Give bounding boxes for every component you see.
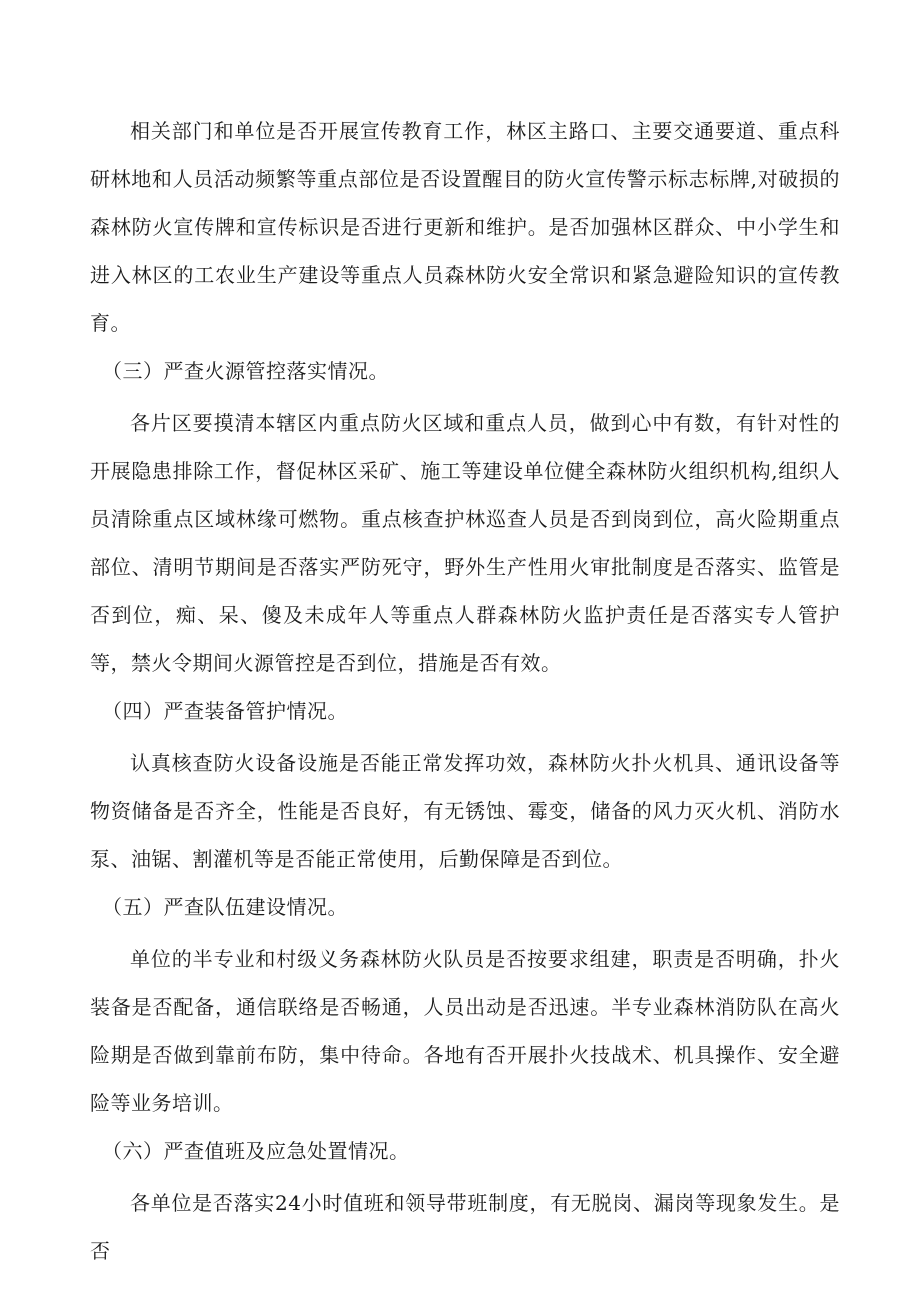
- heading-duty-emergency: （六）严查值班及应急处置情况。: [102, 1139, 410, 1163]
- document-body: [90, 107, 840, 1275]
- heading-team-building: （五）严查队伍建设情况。: [102, 895, 348, 919]
- paragraph-team-building: 单位的半专业和村级义务森林防火队员是否按要求组建，职责是否明确，扑火装备是否配备，通信联络是否畅通，人员出动是否迅速。半专业森林消防队在高火险期是否做到靠前布防，集中待命。各地有否开展扑火技战术、机具操作、安全避险等业务培训。: [90, 947, 840, 1115]
- paragraph-equipment-maintenance: 认真核查防火设备设施是否能正常发挥功效，森林防火扑火机具、通讯设备等物资储备是否齐全，性能是否良好，有无锈蚀、霉变，储备的风力灭火机、消防水泵、油锯、割灌机等是否能正常使用，后勤保障是否到位。: [90, 751, 840, 871]
- paragraph-duty-emergency: 各单位是否落实24小时值班和领导带班制度，有无脱岗、漏岗等现象发生。是否: [90, 1191, 840, 1263]
- heading-equipment-maintenance: （四）严查装备管护情况。: [102, 699, 348, 723]
- paragraph-publicity-education: 相关部门和单位是否开展宣传教育工作，林区主路口、主要交通要道、重点科研林地和人员活动频繁等重点部位是否设置醒目的防火宣传警示标志标牌,对破损的森林防火宣传牌和宣传标识是否进行更新和维护。是否加强林区群众、中小学生和进入林区的工农业生产建设等重点人员森林防火安全常识和紧急避险知识的宣传教育。: [90, 119, 840, 335]
- paragraph-fire-source-control: 各片区要摸清本辖区内重点防火区域和重点人员，做到心中有数，有针对性的开展隐患排除工作，督促林区采矿、施工等建设单位健全森林防火组织机构,组织人员清除重点区域林缘可燃物。重点核查护林巡查人员是否到岗到位，高火险期重点部位、清明节期间是否落实严防死守，野外生产性用火审批制度是否落实、监管是否到位，痴、呆、傻及未成年人等重点人群森林防火监护责任是否落实专人管护等，禁火令期间火源管控是否到位，措施是否有效。: [90, 411, 840, 675]
- heading-fire-source-control: （三）严查火源管控落实情况。: [102, 359, 389, 383]
